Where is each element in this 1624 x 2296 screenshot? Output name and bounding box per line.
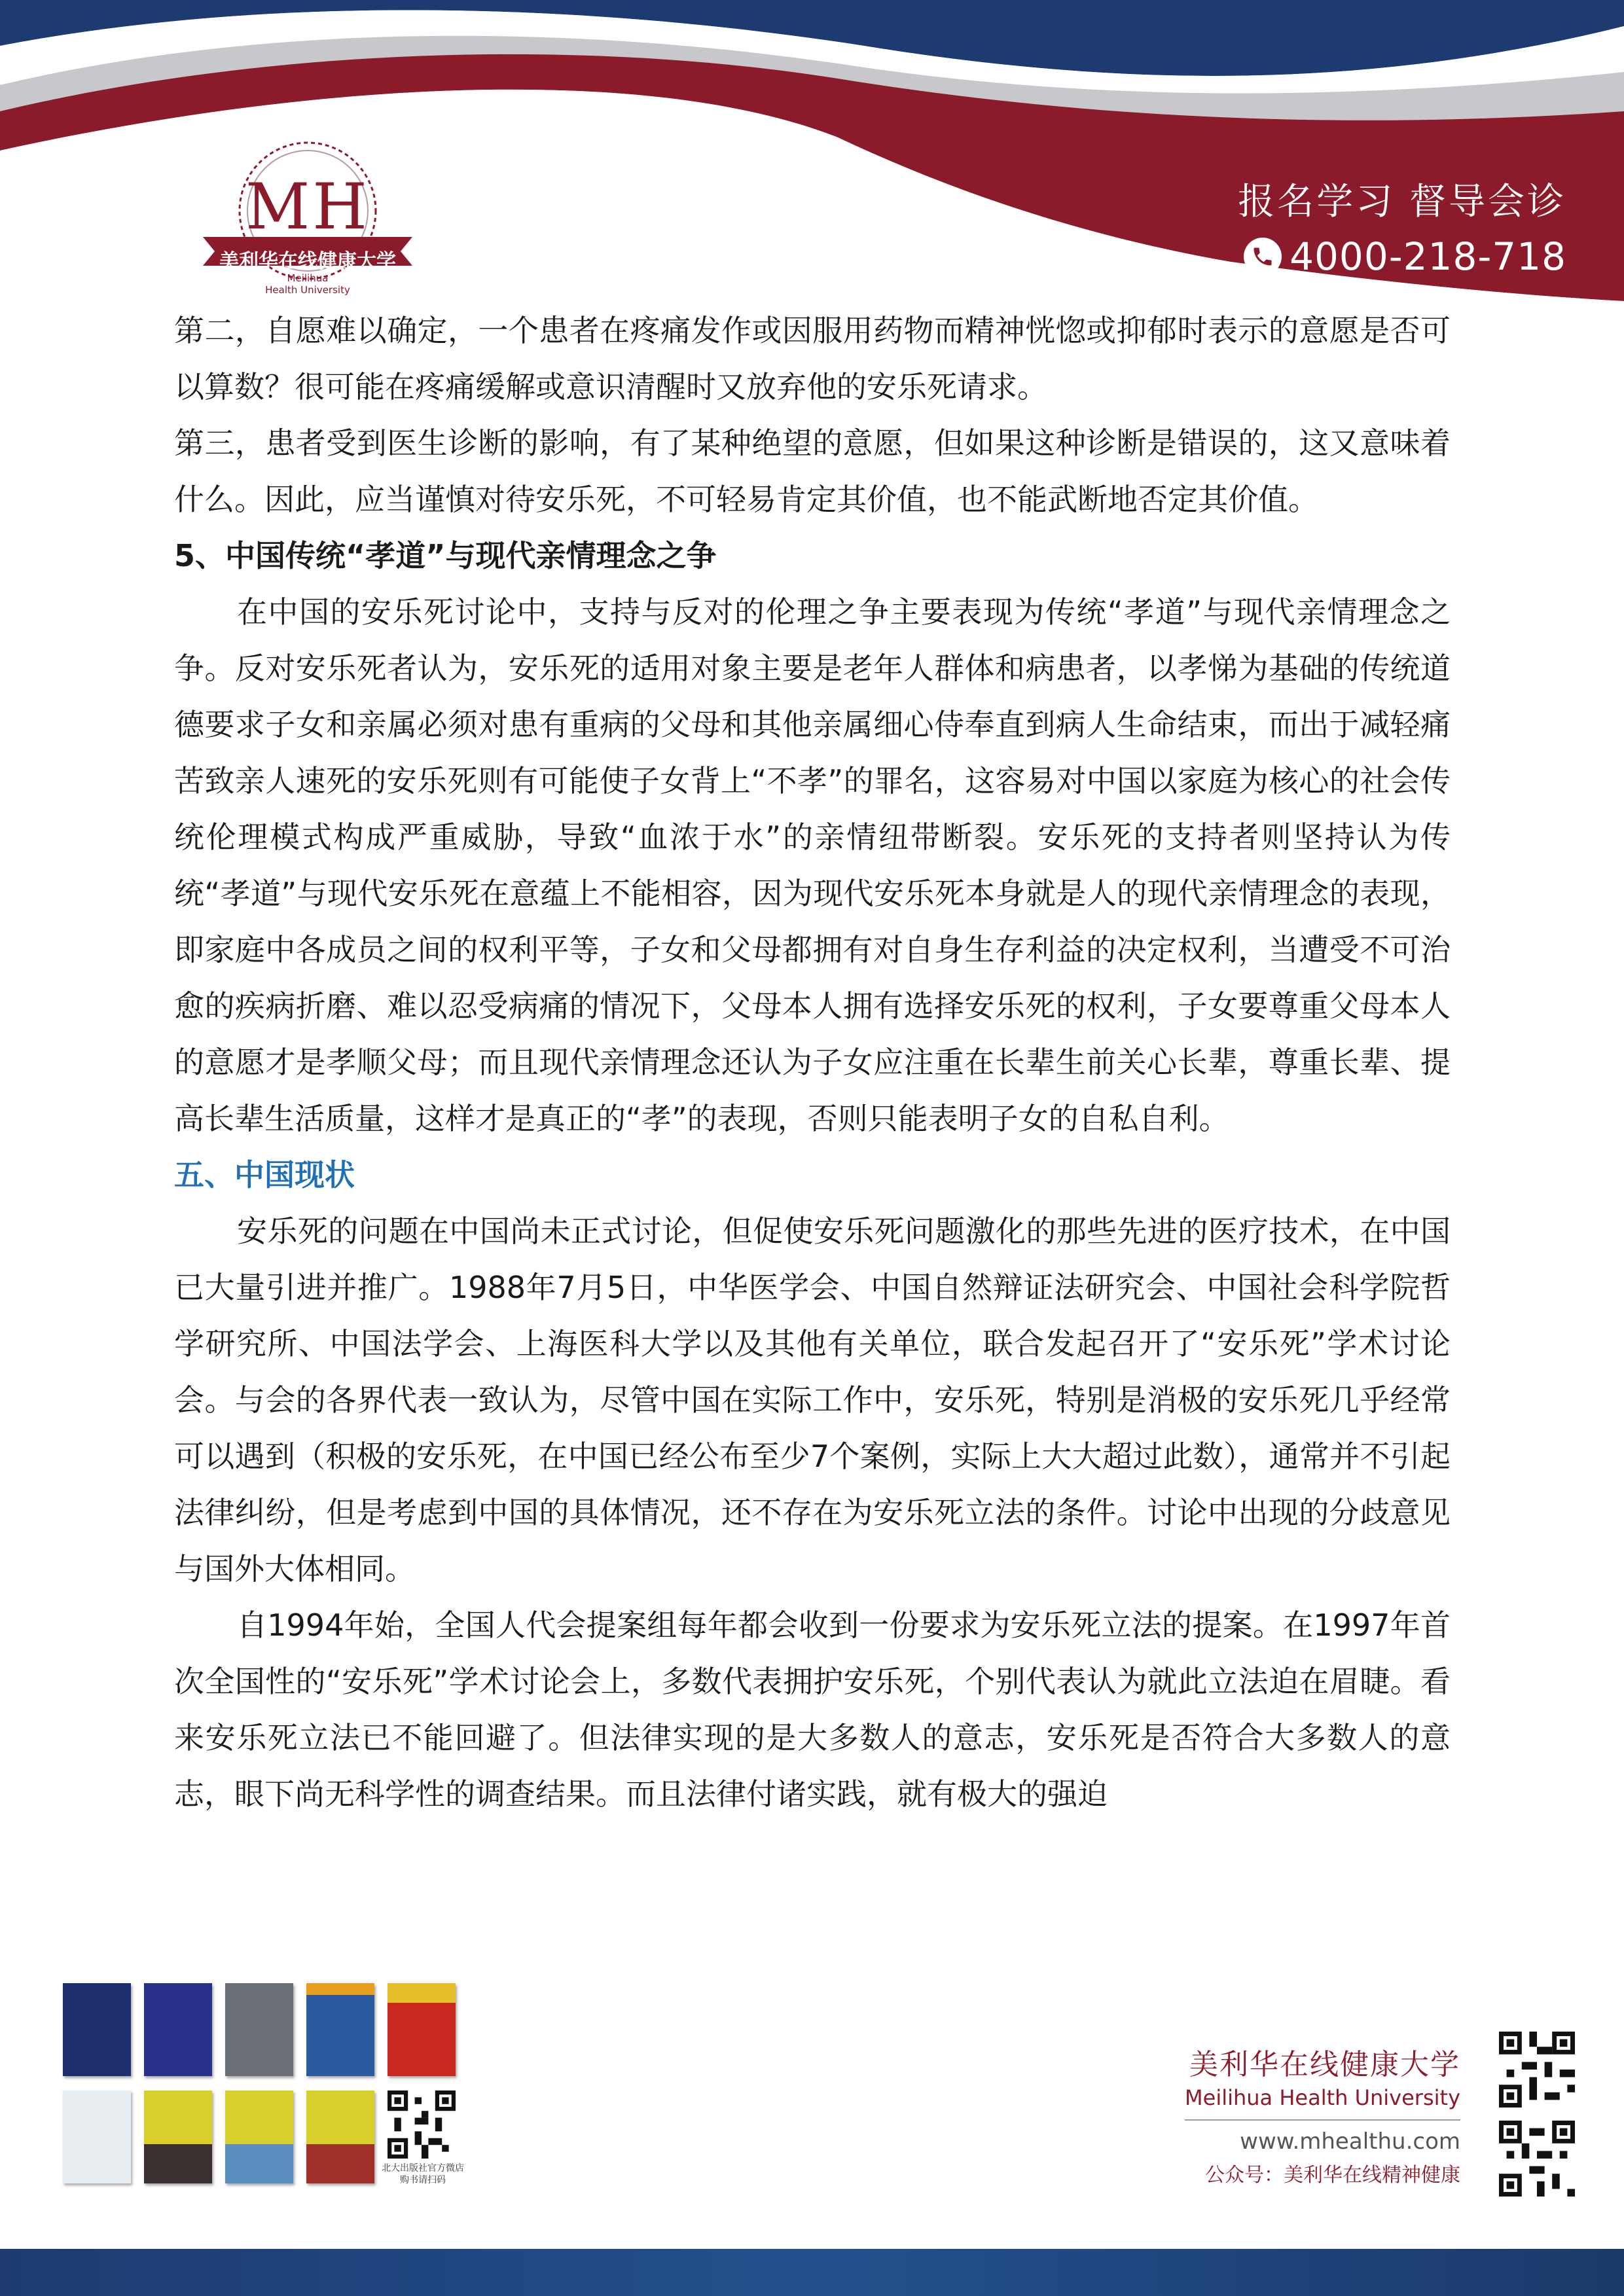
book-cover[interactable] xyxy=(225,1983,293,2076)
footer-brand xyxy=(1185,2041,1460,2187)
paragraph-second-point: 第二，自愿难以确定，一个患者在疼痛发作或因服用药物而精神恍惚或抑郁时表示的意愿是否可以算数？很可能在疼痛缓解或意识清醒时又放弃他的安乐死请求。 xyxy=(174,313,1451,404)
book-cover[interactable] xyxy=(306,2090,374,2183)
footer-website-link[interactable]: www.mhealthu.com xyxy=(1240,2128,1460,2155)
book-cover[interactable] xyxy=(144,1983,212,2076)
phone-number[interactable]: 4000-218-718 xyxy=(1290,234,1566,279)
book-promo xyxy=(63,1983,469,2193)
logo-en-line-1: Meilihua xyxy=(287,272,329,284)
footer-bar xyxy=(0,2249,1624,2296)
books-qr-code[interactable] xyxy=(388,2090,456,2159)
logo-english-name xyxy=(196,272,419,296)
logo-ribbon-name: 美利华在线健康大学 xyxy=(219,250,396,273)
books-caption-line-2: 购书请扫码 xyxy=(400,2175,446,2185)
phone-row xyxy=(1238,234,1566,279)
book-cover[interactable] xyxy=(63,1983,131,2076)
header-slogan: 报名学习 督导会诊 xyxy=(1238,181,1566,223)
website-qr-code[interactable] xyxy=(1499,2032,1575,2108)
logo-mark: MH xyxy=(245,170,370,243)
book-cover[interactable] xyxy=(63,2090,131,2183)
document-body xyxy=(174,302,1451,1822)
paragraph-china-status: 安乐死的问题在中国尚未正式讨论，但促使安乐死问题激化的那些先进的医疗技术，在中国已大量引进并推广。1988年7月5日，中华医学会、中国自然辩证法研究会、中国社会科学院哲学研究所、中国法学会、上海医科大学以及其他有关单位，联合发起召开了“安乐死”学术讨论会。与会的各界代表一致认为，尽管中国在实际工作中，安乐死，特别是消极的安乐死几乎经常可以遇到（积极的安乐死，在中国已经公布至少7个案例，实际上大大超过此数），通常并不引起法律纠纷，但是考虑到中国的具体情况，还不存在为安乐死立法的条件。讨论中出现的分歧意见与国外大体相同。 xyxy=(174,1213,1451,1587)
footer-divider xyxy=(1185,2119,1460,2121)
books-qr-caption xyxy=(370,2162,475,2186)
book-cover[interactable] xyxy=(388,1983,456,2076)
book-cover[interactable] xyxy=(306,1983,374,2076)
book-cover[interactable] xyxy=(225,2090,293,2183)
paragraph-filial-piety: 在中国的安乐死讨论中，支持与反对的伦理之争主要表现为传统“孝道”与现代亲情理念之争。反对安乐死者认为，安乐死的适用对象主要是老年人群体和病患者，以孝悌为基础的传统道德要求子女和亲属必须对患有重病的父母和其他亲属细心侍奉直到病人生命结束，而出于减轻痛苦致亲人速死的安乐死则有可能使子女背上“不孝”的罪名，这容易对中国以家庭为核心的社会传统伦理模式构成严重威胁，导致“血浓于水”的亲情纽带断裂。安乐死的支持者则坚持认为传统“孝道”与现代安乐死在意蕴上不能相容，因为现代安乐死本身就是人的现代亲情理念的表现，即家庭中各成员之间的权利平等，子女和父母都拥有对自身生存利益的决定权利，当遭受不可治愈的疾病折磨、难以忍受病痛的情况下，父母本人拥有选择安乐死的权利，子女要尊重父母本人的意愿才是孝顺父母；而且现代亲情理念还认为子女应注重在长辈生前关心长辈，尊重长辈、提高长辈生活质量，这样才是真正的“孝”的表现，否则只能表明子女的自私自利。 xyxy=(174,594,1451,1136)
phone-icon xyxy=(1244,238,1282,276)
footer-wechat-account: 公众号：美利华在线精神健康 xyxy=(1205,2164,1460,2187)
footer-brand-cn: 美利华在线健康大学 xyxy=(1189,2048,1460,2081)
subsection-heading-5: 5、中国传统“孝道”与现代亲情理念之争 xyxy=(174,538,717,573)
section-heading-china-status: 五、中国现状 xyxy=(174,1157,355,1193)
paragraph-third-point: 第三，患者受到医生诊断的影响，有了某种绝望的意愿，但如果这种诊断是错误的，这又意味着什么。因此，应当谨慎对待安乐死，不可轻易肯定其价值，也不能武断地否定其价值。 xyxy=(174,425,1451,517)
footer-brand-en: Meilihua Health University xyxy=(1185,2085,1460,2110)
wechat-qr-code[interactable] xyxy=(1499,2121,1575,2197)
header-contact xyxy=(1238,173,1566,279)
book-cover[interactable] xyxy=(144,2090,212,2183)
logo-en-line-2: Health University xyxy=(265,284,350,296)
books-caption-line-1: 北大出版社官方微店 xyxy=(382,2163,464,2174)
paragraph-legislation: 自1994年始，全国人代会提案组每年都会收到一份要求为安乐死立法的提案。在1997年首次全国性的“安乐死”学术讨论会上，多数代表拥护安乐死，个别代表认为就此立法迫在眉睫。看来安乐死立法已不能回避了。但法律实现的是大多数人的意志，安乐死是否符合大多数人的意志，眼下尚无科学性的调查结果。而且法律付诸实践，就有极大的强迫 xyxy=(174,1607,1451,1812)
university-logo xyxy=(196,139,419,296)
